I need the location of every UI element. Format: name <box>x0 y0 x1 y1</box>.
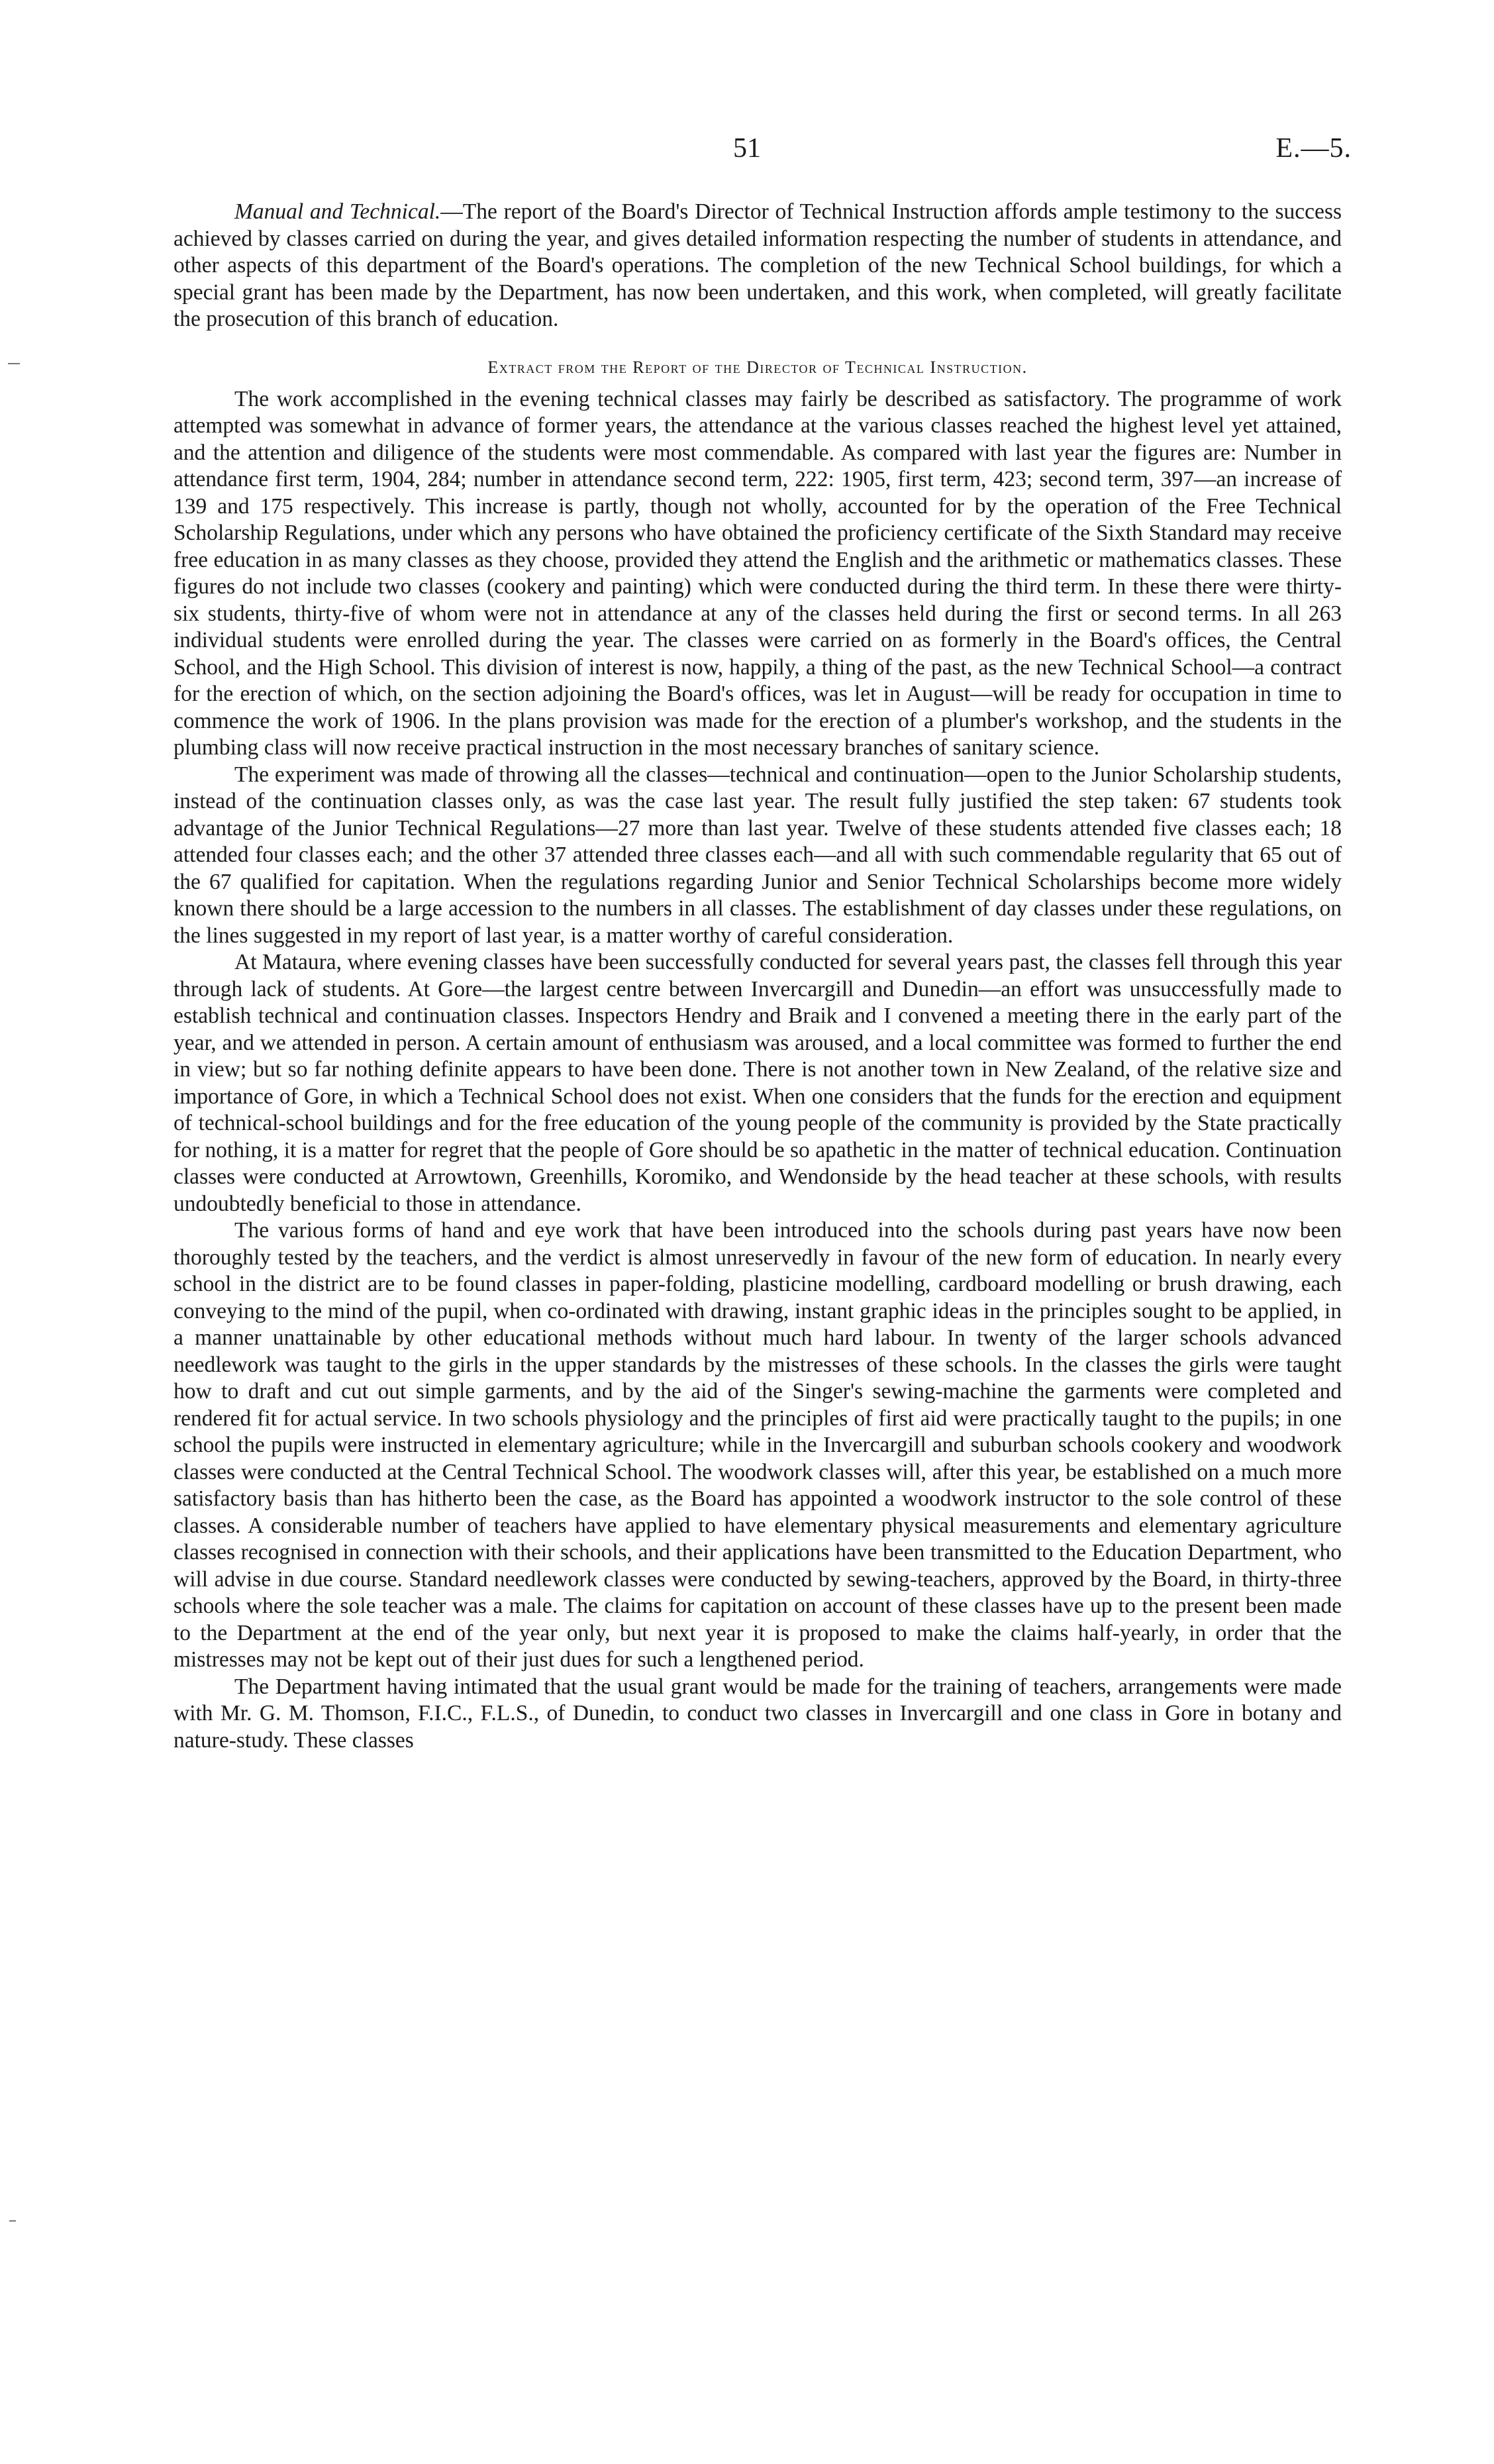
page-header <box>0 132 1494 172</box>
intro-paragraph <box>174 199 1342 333</box>
intro-text: —The report of the Board's Director of Technical Instruction affords ample testimony to the success achieved by classes carried on during the year, and gives detailed information respecting the number of students in attendance, and other aspects of this department of the Board's operations. The completion of the new Technical School buildings, for which a special grant has been made by the Department, has now been undertaken, and this work, when completed, will greatly facilitate the prosecution of this branch of education. <box>174 199 1342 331</box>
extract-heading: Extract from the Report of the Director of Technical Instruction. <box>487 357 1028 377</box>
body-paragraph: The work accomplished in the evening technical classes may fairly be described as satisfactory. The programme of work attempted was somewhat in advance of former years, the attendance at the various classes reached the highest level yet attained, and the attention and diligence of the students were most commendable. As compared with last year the figures are: Number in attendance first term, 1904, 284; number in attendance second term, 222: 1905, first term, 423; second term, 397—an increase of 139 and 175 respectively. This increase is partly, though not wholly, accounted for by the operation of the Free Technical Scholarship Regulations, under which any persons who have obtained the proficiency certificate of the Sixth Standard may receive free education in as many classes as they choose, provided they attend the English and the arithmetic or mathematics classes. These figures do not include two classes (cookery and painting) which were conducted during the third term. In these there were thirty-six students, thirty-five of whom were not in attendance at any of the classes held during the first or second terms. In all 263 individual students were enrolled during the year. The classes were carried on as formerly in the Board's offices, the Central School, and the High School. This division of interest is now, happily, a thing of the past, as the new Technical School—a contract for the erection of which, on the section adjoining the Board's offices, was let in August—will be ready for occupation in time to commence the work of 1906. In the plans provision was made for the erection of a plumber's workshop, and the students in the plumbing class will now receive practical instruction in the most necessary branches of sanitary science. <box>174 386 1342 760</box>
margin-mark <box>8 363 20 364</box>
margin-mark <box>9 2220 16 2222</box>
body-paragraph: The Department having intimated that the usual grant would be made for the training of teachers, arrangements were made with Mr. G. M. Thomson, F.I.C., F.L.S., of Dunedin, to conduct two classes in Invercargill and one class in Gore in botany and nature-study. These classes <box>174 1674 1342 1753</box>
section-lead: Manual and Technical. <box>234 199 441 224</box>
body-paragraph: The experiment was made of throwing all the classes—technical and continuation—open to the Junior Scholarship students, instead of the continuation classes only, as was the case last year. The result fully justified the step taken: 67 students took advantage of the Junior Technical Regulations—27 more than last year. Twelve of these students attended five classes each; 18 attended four classes each; and the other 37 attended three classes each—and all with such commendable regularity that 65 out of the 67 qualified for capitation. When the regulations regarding Junior and Senior Technical Scholarships become more widely known there should be a large accession to the numbers in all classes. The establishment of day classes under these regulations, on the lines suggested in my report of last year, is a matter worthy of careful consideration. <box>174 762 1342 948</box>
page-number: 51 <box>733 133 761 164</box>
document-reference: E.—5. <box>1275 133 1352 164</box>
document-body <box>174 199 1342 1754</box>
body-paragraph: The various forms of hand and eye work that have been introduced into the schools during past years have now been thoroughly tested by the teachers, and the verdict is almost unreservedly in favour of the new form of education. In nearly every school in the district are to be found classes in paper-folding, plasticine modelling, cardboard modelling or brush drawing, each conveying to the mind of the pupil, when co-ordinated with drawing, instant graphic ideas in the principles sought to be applied, in a manner unattainable by other educational methods without much hard labour. In twenty of the larger schools advanced needlework was taught to the girls in the upper standards by the mistresses of these schools. In the classes the girls were taught how to draft and cut out simple garments, and by the aid of the Singer's sewing-machine the garments were completed and rendered fit for actual service. In two schools physiology and the principles of first aid were practically taught to the pupils; in one school the pupils were instructed in elementary agriculture; while in the Invercargill and suburban schools cookery and woodwork classes were conducted at the Central Technical School. The woodwork classes will, after this year, be established on a much more satisfactory basis than has hitherto been the case, as the Board has appointed a woodwork instructor to the sole control of these classes. A considerable number of teachers have applied to have elementary physical measurements and elementary agriculture classes recognised in connection with their schools, and their applications have been transmitted to the Education Department, who will advise in due course. Standard needlework classes were conducted by sewing-teachers, approved by the Board, in thirty-three schools where the sole teacher was a male. The claims for capitation on account of these classes have up to the present been made to the Department at the end of the year only, but next year it is proposed to make the claims half-yearly, in order that the mistresses may not be kept out of their just dues for such a lengthened period. <box>174 1218 1342 1672</box>
body-paragraph: At Mataura, where evening classes have been successfully conducted for several years past, the classes fell through this year through lack of students. At Gore—the largest centre between Invercargill and Dunedin—an effort was unsuccessfully made to establish technical and continuation classes. Inspectors Hendry and Braik and I convened a meeting there in the early part of the year, and we attended in person. A certain amount of enthusiasm was aroused, and a local committee was formed to further the end in view; but so far nothing definite appears to have been done. There is not another town in New Zealand, of the relative size and importance of Gore, in which a Technical School does not exist. When one considers that the funds for the erection and equipment of technical-school buildings and for the free education of the young people of the community is provided by the State practically for nothing, it is a matter for regret that the people of Gore should be so apathetic in the matter of technical education. Continuation classes were conducted at Arrowtown, Greenhills, Koromiko, and Wendonside by the head teacher at these schools, with results undoubtedly beneficial to those in attendance. <box>174 950 1342 1216</box>
